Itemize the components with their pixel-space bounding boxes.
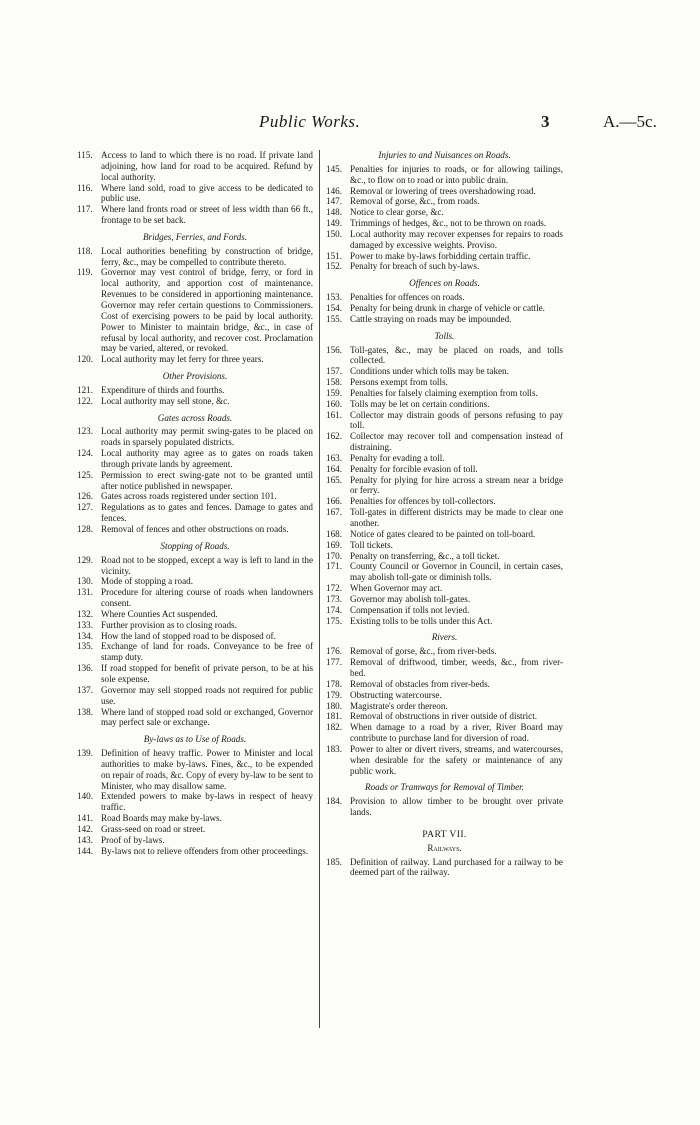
section-entry bbox=[326, 229, 563, 251]
section-heading: Injuries to and Nuisances on Roads. bbox=[378, 150, 511, 160]
section-entry bbox=[77, 524, 313, 535]
section-text: Removal of gorse, &c., from roads. bbox=[350, 196, 480, 207]
section-number: 116. bbox=[77, 182, 93, 193]
section-number: 118. bbox=[77, 245, 93, 256]
section-text: County Council or Governor in Council, in certain cases, may abolish toll-gate or diminish tolls. bbox=[350, 561, 563, 583]
section-entry bbox=[326, 196, 563, 207]
section-number: 141. bbox=[77, 813, 93, 824]
section-text: Further provision as to closing roads. bbox=[101, 619, 237, 630]
section-entry bbox=[77, 641, 313, 663]
section-text: Power to make by-laws forbidding certain traffic. bbox=[350, 250, 531, 261]
section-number: 155. bbox=[326, 313, 342, 324]
section-entry bbox=[77, 448, 313, 470]
section-text: Collector may recover toll and compensation instead of distraining. bbox=[350, 431, 563, 453]
section-entry bbox=[77, 587, 313, 609]
section-text: Conditions under which tolls may be taken. bbox=[350, 366, 509, 377]
section-text: When Governor may act. bbox=[350, 583, 443, 594]
section-text: Removal of obstructions in river outside of district. bbox=[350, 711, 538, 722]
section-number: 164. bbox=[326, 463, 342, 474]
section-number: 147. bbox=[326, 196, 342, 207]
section-entry bbox=[77, 204, 313, 226]
section-number: 143. bbox=[77, 834, 93, 845]
section-heading: Other Provisions. bbox=[162, 371, 228, 382]
section-number: 166. bbox=[326, 496, 342, 507]
section-text: Extended powers to make by-laws in respect of heavy traffic. bbox=[101, 791, 313, 813]
section-number: 167. bbox=[326, 507, 342, 518]
section-number: 181. bbox=[326, 711, 342, 722]
section-text: Removal or lowering of trees overshadowing road. bbox=[350, 185, 536, 196]
section-number: 179. bbox=[326, 689, 342, 700]
section-entry bbox=[77, 791, 313, 813]
section-entry bbox=[326, 594, 563, 605]
section-number: 139. bbox=[77, 748, 93, 759]
section-heading: Gates across Roads. bbox=[157, 412, 233, 423]
section-entry bbox=[326, 496, 563, 507]
section-number: 153. bbox=[326, 292, 342, 303]
section-text: Penalty for plying for hire across a stream near a bridge or ferry. bbox=[350, 474, 563, 496]
section-number: 122. bbox=[77, 395, 93, 406]
section-number: 169. bbox=[326, 539, 342, 550]
section-entry bbox=[326, 410, 563, 432]
section-text: Collector may distrain goods of persons refusing to pay toll. bbox=[350, 409, 563, 431]
section-number: 183. bbox=[326, 743, 342, 754]
section-text: Road not to be stopped, except a way is left to land in the vicinity. bbox=[101, 554, 313, 576]
section-text: Governor may vest control of bridge, ferry, or ford in local authority, and apportion cost of maintenance. Revenues to be considered in apportioning maintenance. Governor may refer certain questions to Commissioners. Cost of exercising powers to be paid by local authority. Power to Minister to maintain bridge, &c., in case of refusal by local authority, and recover cost. Proclamation may be varied, altered, or revoked. bbox=[101, 267, 313, 354]
section-text: Compensation if tolls not levied. bbox=[350, 604, 470, 615]
section-text: Notice to clear gorse, &c. bbox=[350, 207, 444, 218]
section-entry bbox=[326, 345, 563, 367]
section-number: 146. bbox=[326, 185, 342, 196]
section-number: 134. bbox=[77, 630, 93, 641]
section-entry bbox=[77, 663, 313, 685]
section-text: Toll tickets. bbox=[350, 539, 393, 550]
section-entry bbox=[326, 561, 563, 583]
section-entry bbox=[326, 164, 563, 186]
section-entry bbox=[326, 583, 563, 594]
section-text: Persons exempt from tolls. bbox=[350, 377, 448, 388]
section-entry bbox=[77, 748, 313, 791]
section-entry bbox=[326, 679, 563, 690]
section-number: 123. bbox=[77, 426, 93, 437]
section-number: 136. bbox=[77, 663, 93, 674]
section-text: Existing tolls to be tolls under this Act. bbox=[350, 615, 493, 626]
section-entry bbox=[326, 529, 563, 540]
section-text: Removal of gorse, &c., from river-beds. bbox=[350, 646, 497, 657]
section-number: 161. bbox=[326, 409, 342, 420]
section-entry bbox=[326, 711, 563, 722]
section-text: Local authority may let ferry for three years. bbox=[101, 354, 264, 365]
document-reference: A.—5c. bbox=[603, 112, 657, 131]
section-text: Where Counties Act suspended. bbox=[101, 608, 218, 619]
section-number: 115. bbox=[77, 150, 93, 160]
section-entry bbox=[326, 744, 563, 777]
section-entry bbox=[326, 261, 563, 272]
section-text: Proof of by-laws. bbox=[101, 834, 165, 845]
part-heading: PART VII. bbox=[422, 828, 467, 840]
section-number: 132. bbox=[77, 608, 93, 619]
section-text: Road Boards may make by-laws. bbox=[101, 813, 222, 824]
section-number: 130. bbox=[77, 576, 93, 587]
section-number: 185. bbox=[326, 856, 342, 867]
section-number: 127. bbox=[77, 502, 93, 513]
section-text: If road stopped for benefit of private person, to be at his sole expense. bbox=[101, 663, 313, 684]
section-heading: Rivers. bbox=[431, 632, 458, 643]
section-text: Magistrate's order thereon. bbox=[350, 700, 448, 711]
column-divider bbox=[319, 150, 320, 1028]
section-entry bbox=[77, 631, 313, 642]
section-entry bbox=[326, 605, 563, 616]
section-entry bbox=[326, 251, 563, 262]
section-entry bbox=[77, 246, 313, 268]
section-number: 171. bbox=[326, 561, 342, 572]
section-number: 154. bbox=[326, 302, 342, 313]
section-entry bbox=[326, 186, 563, 197]
section-text: Notice of gates cleared to be painted on toll-board. bbox=[350, 528, 536, 539]
section-text: Penalty for forcible evasion of toll. bbox=[350, 463, 478, 474]
section-number: 150. bbox=[326, 228, 342, 239]
section-entry bbox=[77, 150, 313, 183]
section-text: Removal of fences and other obstructions on roads. bbox=[101, 524, 289, 534]
section-number: 133. bbox=[77, 619, 93, 630]
section-number: 148. bbox=[326, 207, 342, 218]
section-text: Access to land to which there is no road. If private land adjoining, how land for road to be acquired. Refund by local authority. bbox=[101, 150, 313, 182]
section-entry bbox=[77, 824, 313, 835]
section-number: 170. bbox=[326, 550, 342, 561]
section-number: 124. bbox=[77, 448, 93, 459]
section-entry bbox=[326, 303, 563, 314]
section-text: Procedure for altering course of roads when landowners consent. bbox=[101, 587, 313, 609]
section-text: Definition of railway. Land purchased for a railway to be deemed part of the railway. bbox=[350, 856, 563, 878]
section-number: 117. bbox=[77, 204, 93, 215]
contents-right-column bbox=[326, 150, 563, 878]
section-entry bbox=[77, 685, 313, 707]
page-number: 3 bbox=[541, 112, 550, 131]
section-number: 129. bbox=[77, 554, 93, 565]
section-entry bbox=[326, 857, 563, 879]
section-text: Toll-gates in different districts may be made to clear one another. bbox=[350, 507, 563, 528]
section-entry bbox=[326, 507, 563, 529]
section-entry bbox=[326, 722, 563, 744]
section-entry bbox=[77, 846, 313, 857]
section-number: 173. bbox=[326, 593, 342, 604]
section-number: 175. bbox=[326, 615, 342, 626]
section-number: 168. bbox=[326, 528, 342, 539]
section-entry bbox=[326, 690, 563, 701]
section-entry bbox=[326, 657, 563, 679]
section-entry bbox=[77, 555, 313, 577]
section-entry bbox=[77, 620, 313, 631]
section-text: Exchange of land for roads. Conveyance to be free of stamp duty. bbox=[101, 641, 313, 663]
section-number: 135. bbox=[77, 641, 93, 652]
section-entry bbox=[326, 388, 563, 399]
section-number: 121. bbox=[77, 384, 93, 395]
section-text: Expenditure of thirds and fourths. bbox=[101, 384, 225, 395]
section-number: 158. bbox=[326, 377, 342, 388]
section-text: Penalty for being drunk in charge of vehicle or cattle. bbox=[350, 302, 545, 313]
section-number: 182. bbox=[326, 722, 342, 733]
section-text: Permission to erect swing-gate not to be granted until after notice published in newspaper. bbox=[101, 469, 313, 491]
section-number: 128. bbox=[77, 524, 93, 534]
section-text: Local authority may recover expenses for repairs to roads damaged by excessive weights. Proviso. bbox=[350, 228, 563, 250]
section-number: 151. bbox=[326, 250, 342, 261]
section-number: 163. bbox=[326, 452, 342, 463]
section-entry bbox=[77, 426, 313, 448]
section-text: Local authority may agree as to gates on roads taken through private lands by agreement. bbox=[101, 448, 313, 469]
section-number: 149. bbox=[326, 218, 342, 229]
section-number: 160. bbox=[326, 398, 342, 409]
section-entry bbox=[77, 707, 313, 729]
section-number: 172. bbox=[326, 583, 342, 594]
section-entry bbox=[77, 491, 313, 502]
section-number: 120. bbox=[77, 354, 93, 365]
section-entry bbox=[326, 399, 563, 410]
section-text: Definition of heavy traffic. Power to Minister and local authorities to make by-laws. Fines, &c., to be expended on repair of roads, &c. Copy of every by-law to be sent to Minister, who may disallow same. bbox=[101, 748, 313, 791]
section-text: Removal of obstacles from river-beds. bbox=[350, 678, 490, 689]
section-text: Tolls may be let on certain conditions. bbox=[350, 398, 490, 409]
section-text: How the land of stopped road to be disposed of. bbox=[101, 630, 276, 641]
section-text: Grass-seed on road or street. bbox=[101, 823, 206, 834]
section-text: Local authorities benefiting by construction of bridge, ferry, &c., may be compelled to contribute thereto. bbox=[101, 245, 313, 267]
section-entry bbox=[326, 796, 563, 818]
section-text: Regulations as to gates and fences. Damage to gates and fences. bbox=[101, 502, 313, 524]
section-text: Obstructing watercourse. bbox=[350, 689, 442, 700]
section-number: 162. bbox=[326, 431, 342, 442]
section-entry bbox=[77, 396, 313, 407]
section-number: 165. bbox=[326, 474, 342, 485]
section-text: Penalties for injuries to roads, or for allowing tailings, &c., to flow on to road or into public drain. bbox=[350, 163, 563, 185]
part-subtitle: Railways. bbox=[427, 842, 462, 853]
section-entry bbox=[77, 354, 313, 365]
section-entry bbox=[326, 292, 563, 303]
section-entry bbox=[77, 813, 313, 824]
section-text: Penalty for breach of such by-laws. bbox=[350, 261, 480, 272]
section-entry bbox=[77, 385, 313, 396]
section-entry bbox=[326, 218, 563, 229]
section-text: When damage to a road by a river, River Board may contribute to purchase land for diversion of road. bbox=[350, 722, 563, 744]
section-number: 137. bbox=[77, 684, 93, 695]
section-number: 144. bbox=[77, 845, 93, 856]
section-number: 140. bbox=[77, 791, 93, 802]
section-entry bbox=[326, 540, 563, 551]
section-text: Governor may sell stopped roads not required for public use. bbox=[101, 684, 313, 706]
section-entry bbox=[326, 475, 563, 497]
page-header bbox=[0, 112, 700, 136]
section-text: Toll-gates, &c., may be placed on roads, and tolls collected. bbox=[350, 344, 563, 366]
section-number: 131. bbox=[77, 587, 93, 598]
section-heading: Roads or Tramways for Removal of Timber. bbox=[365, 782, 524, 793]
section-heading: Stopping of Roads. bbox=[160, 540, 230, 551]
contents-left-column bbox=[77, 150, 313, 856]
section-number: 126. bbox=[77, 491, 93, 502]
section-heading: Bridges, Ferries, and Fords. bbox=[142, 231, 248, 242]
running-title: Public Works. bbox=[259, 112, 361, 131]
section-heading: Offences on Roads. bbox=[409, 278, 480, 289]
section-number: 159. bbox=[326, 387, 342, 398]
section-entry bbox=[77, 576, 313, 587]
section-entry bbox=[326, 207, 563, 218]
section-number: 157. bbox=[326, 366, 342, 377]
section-entry bbox=[326, 464, 563, 475]
section-text: Where land fronts road or street of less width than 66 ft., frontage to be set back. bbox=[101, 204, 313, 226]
section-entry bbox=[326, 616, 563, 627]
section-entry bbox=[326, 551, 563, 562]
section-number: 152. bbox=[326, 261, 342, 272]
section-text: Penalties for offences on roads. bbox=[350, 292, 465, 303]
section-text: Local authority may permit swing-gates to be placed on roads in sparsely populated districts. bbox=[101, 426, 313, 448]
section-number: 138. bbox=[77, 706, 93, 717]
section-number: 176. bbox=[326, 646, 342, 657]
section-number: 177. bbox=[326, 657, 342, 668]
section-heading: Tolls. bbox=[434, 330, 455, 341]
section-text: Governor may abolish toll-gates. bbox=[350, 593, 471, 604]
section-number: 178. bbox=[326, 678, 342, 689]
section-text: Where land sold, road to give access to be dedicated to public use. bbox=[101, 182, 313, 204]
section-entry bbox=[326, 646, 563, 657]
section-heading: By-laws as to Use of Roads. bbox=[143, 734, 247, 745]
section-text: By-laws not to relieve offenders from other proceedings. bbox=[101, 845, 309, 856]
section-text: Cattle straying on roads may be impounded. bbox=[350, 313, 512, 324]
section-number: 142. bbox=[77, 823, 93, 834]
section-entry bbox=[77, 267, 313, 354]
section-text: Removal of driftwood, timber, weeds, &c., from river-bed. bbox=[350, 657, 563, 678]
section-number: 145. bbox=[326, 163, 342, 174]
section-number: 156. bbox=[326, 344, 342, 355]
section-number: 125. bbox=[77, 469, 93, 480]
section-text: Where land of stopped road sold or exchanged, Governor may perfect sale or exchange. bbox=[101, 706, 313, 728]
section-entry bbox=[326, 377, 563, 388]
section-text: Mode of stopping a road. bbox=[101, 576, 193, 587]
section-number: 184. bbox=[326, 796, 342, 807]
section-text: Provision to allow timber to be brought over private lands. bbox=[350, 796, 563, 818]
section-number: 174. bbox=[326, 604, 342, 615]
section-entry bbox=[77, 502, 313, 524]
section-entry bbox=[326, 314, 563, 325]
section-entry bbox=[77, 183, 313, 205]
section-entry bbox=[326, 431, 563, 453]
section-text: Local authority may sell stone, &c. bbox=[101, 395, 230, 406]
section-text: Penalty for evading a toll. bbox=[350, 452, 445, 463]
section-text: Gates across roads registered under section 101. bbox=[101, 491, 277, 502]
section-text: Penalty on transferring, &c., a toll ticket. bbox=[350, 550, 500, 561]
section-number: 180. bbox=[326, 700, 342, 711]
section-entry bbox=[77, 835, 313, 846]
section-entry bbox=[77, 470, 313, 492]
section-entry bbox=[326, 701, 563, 712]
section-entry bbox=[326, 366, 563, 377]
section-number: 119. bbox=[77, 267, 93, 278]
section-text: Penalties for offences by toll-collectors. bbox=[350, 496, 496, 507]
section-text: Penalties for falsely claiming exemption from tolls. bbox=[350, 387, 538, 398]
section-entry bbox=[77, 609, 313, 620]
section-entry bbox=[326, 453, 563, 464]
section-text: Trimmings of hedges, &c., not to be thrown on roads. bbox=[350, 218, 547, 229]
section-text: Power to alter or divert rivers, streams, and watercourses, when desirable for the safety or maintenance of any public work. bbox=[350, 743, 563, 776]
